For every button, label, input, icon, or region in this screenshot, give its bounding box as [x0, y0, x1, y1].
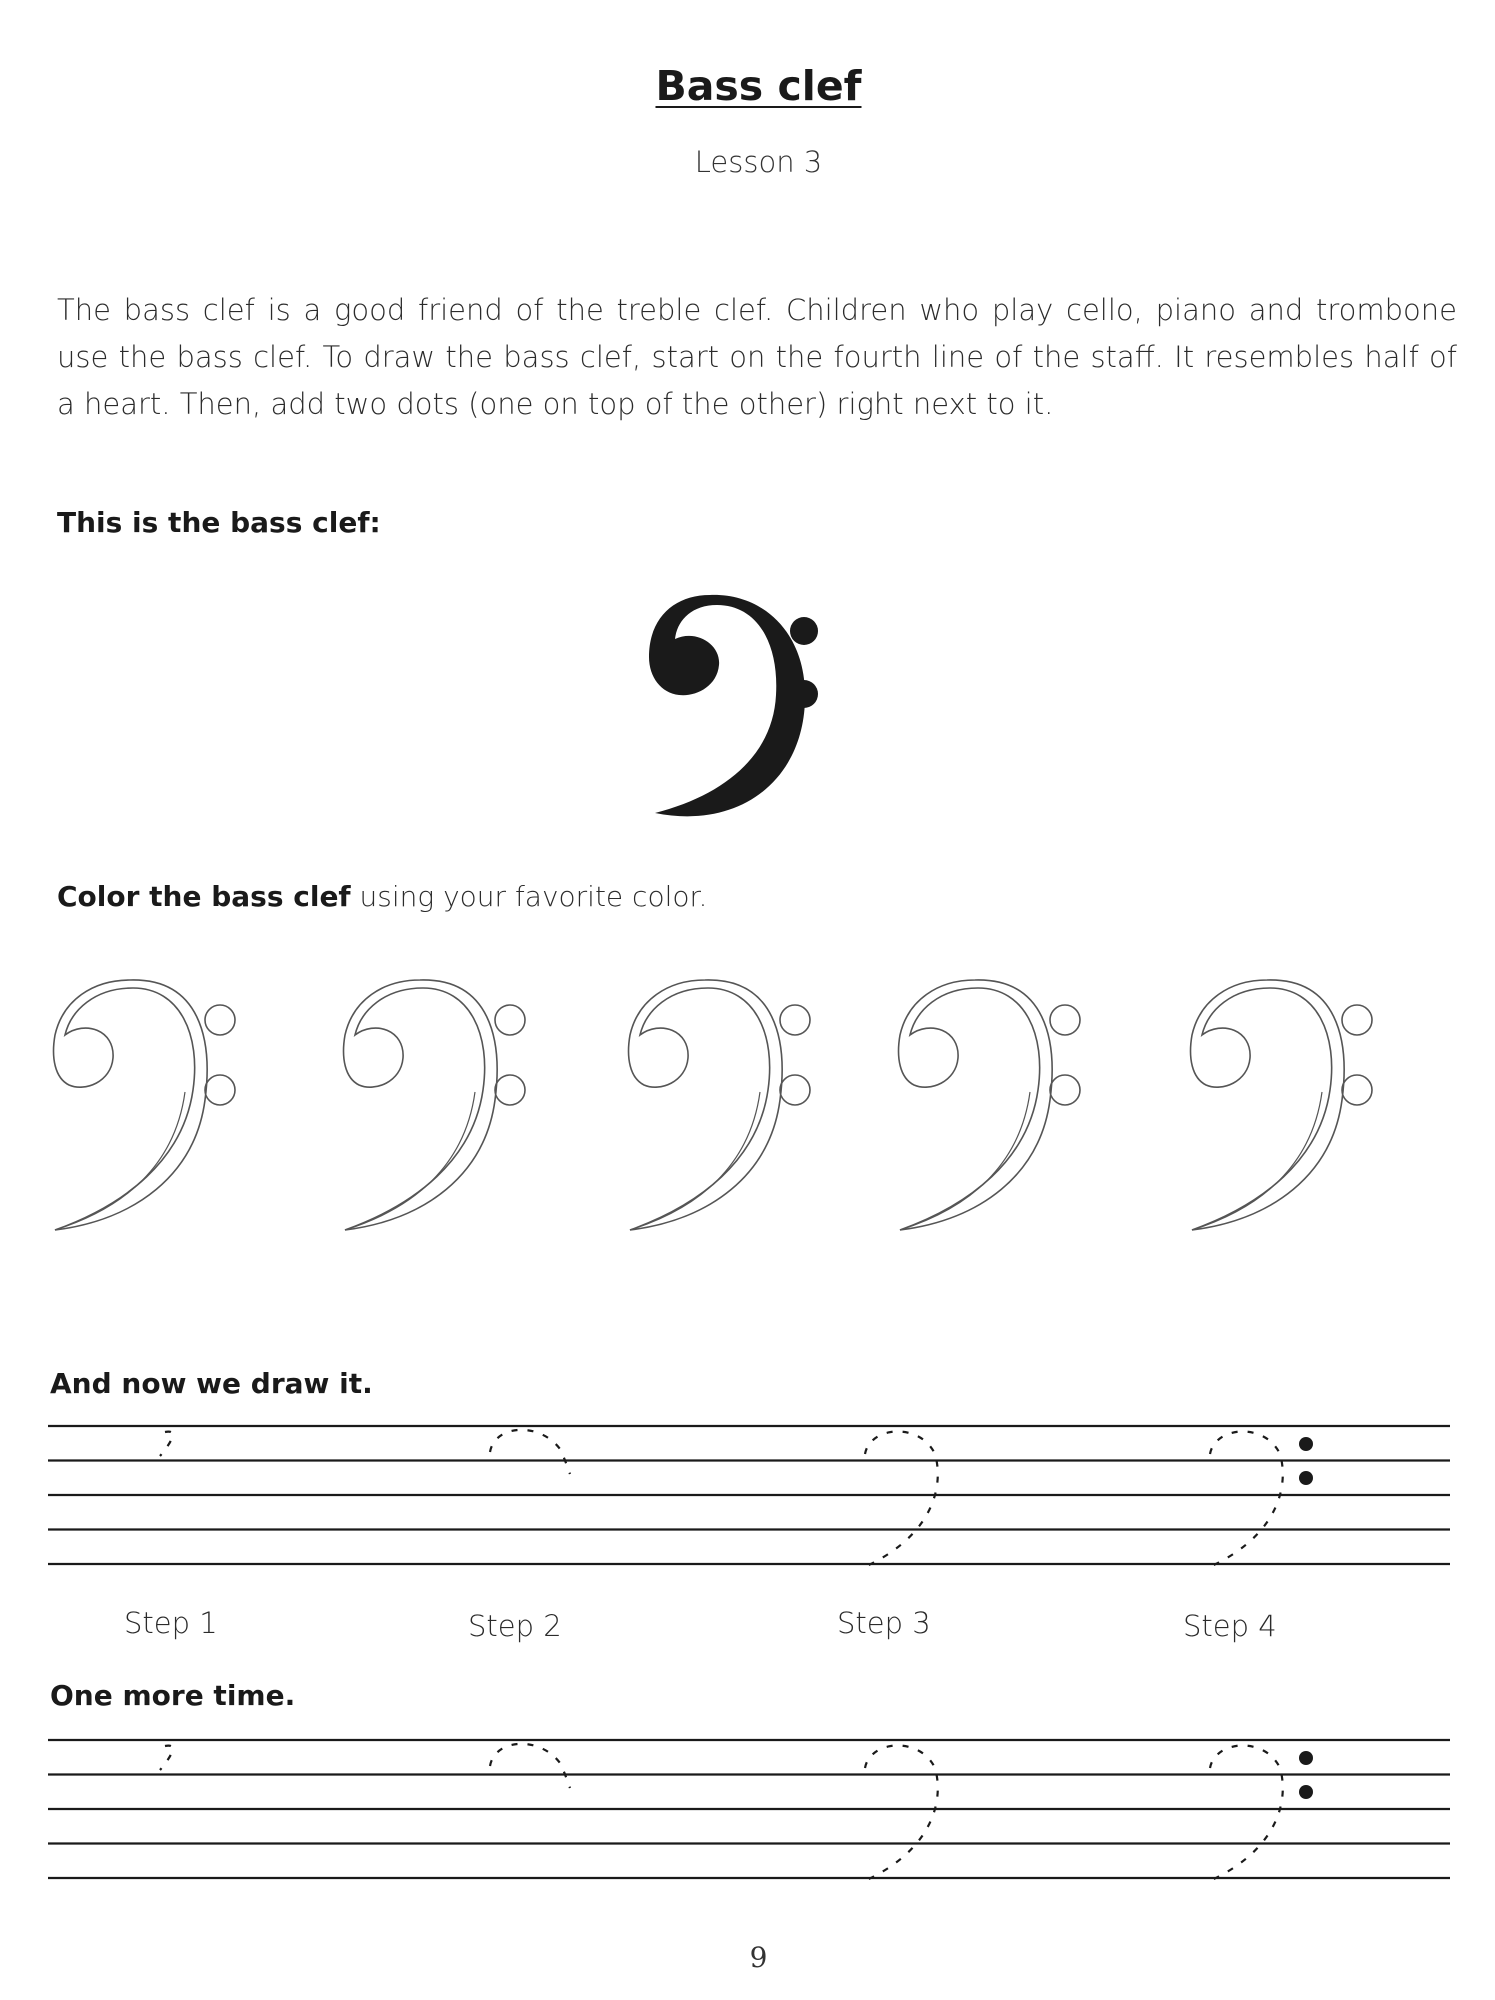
page-title: Bass clef [655, 62, 862, 110]
draw-heading: And now we draw it. [50, 1367, 373, 1400]
step-label-4: Step 4 [1183, 1609, 1277, 1643]
practice-trace-step-2 [490, 1744, 570, 1788]
step-label-3: Step 3 [837, 1606, 931, 1640]
bass-clef-outline-icon[interactable] [54, 980, 235, 1230]
coloring-row[interactable] [54, 980, 1372, 1230]
page-number: 9 [749, 1941, 768, 1974]
intro-paragraph: The bass clef is a good friend of the treble clef. Children who play cello, piano and trombone use the bass clef. To draw the bass clef, start on the fourth line of the staff. It resembles half of a heart. Then, add two dots (one on top of the other) right next to it. [57, 293, 1457, 421]
practice-heading: One more time. [50, 1679, 296, 1712]
step-label-2: Step 2 [468, 1609, 562, 1643]
practice-trace-step-3 [860, 1745, 938, 1883]
practice-trace-step-4 [1205, 1745, 1313, 1883]
bass-clef-icon [649, 595, 818, 816]
bass-clef-outline-icon[interactable] [899, 980, 1080, 1230]
bass-clef-outline-icon[interactable] [344, 980, 525, 1230]
step-label-1: Step 1 [124, 1606, 218, 1640]
color-instruction [57, 880, 707, 913]
staff-draw [48, 1426, 1450, 1569]
bass-clef-outline-icon[interactable] [629, 980, 810, 1230]
color-instruction-bold: Color the bass clef [57, 880, 351, 913]
color-instruction-rest: using your favorite color. [350, 880, 708, 913]
draw-trace-step-3 [860, 1431, 938, 1569]
draw-trace-step-2 [490, 1430, 570, 1474]
example-heading: This is the bass clef: [57, 506, 381, 539]
staff-practice [48, 1740, 1450, 1883]
practice-trace-step-1 [160, 1746, 173, 1770]
draw-trace-step-1 [160, 1432, 173, 1456]
lesson-label: Lesson 3 [694, 145, 823, 179]
bass-clef-outline-icon[interactable] [1191, 980, 1372, 1230]
draw-trace-step-4 [1205, 1431, 1313, 1569]
